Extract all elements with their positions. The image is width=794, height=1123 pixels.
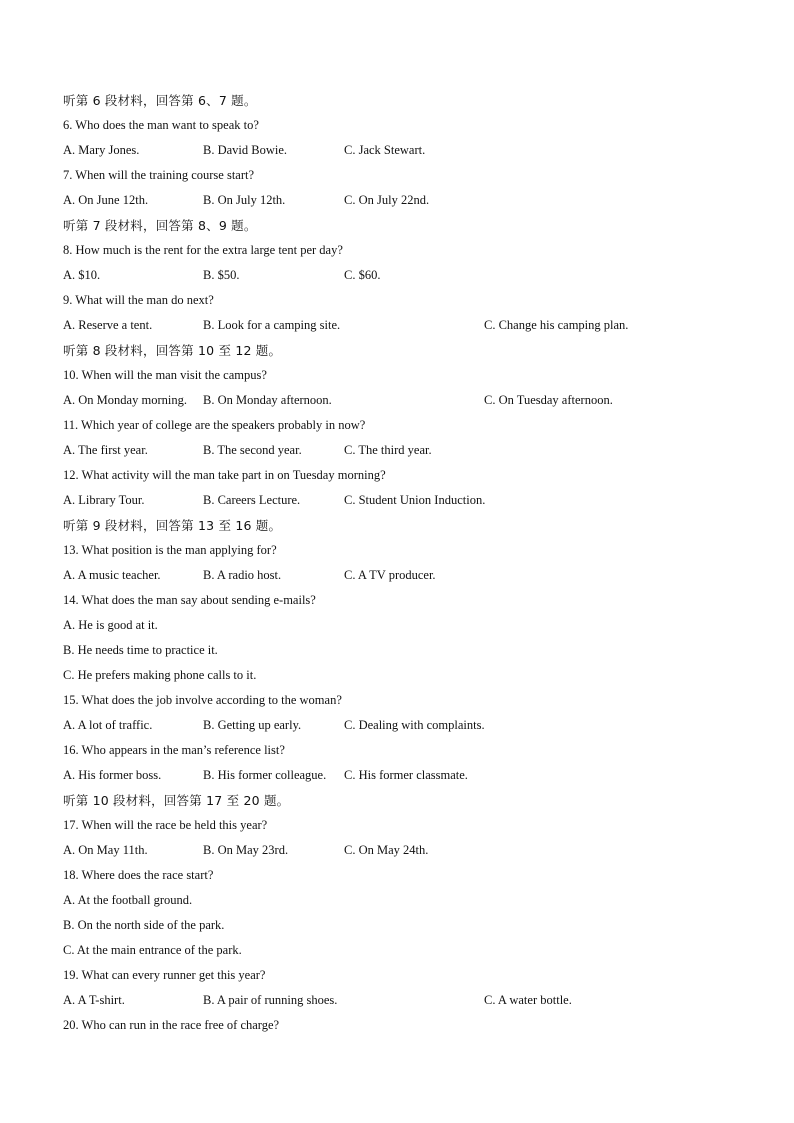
option-a: A. Mary Jones. <box>63 143 140 157</box>
option-c: C. At the main entrance of the park. <box>63 943 242 957</box>
option-b: B. On July 12th. <box>203 193 286 207</box>
option-a-line <box>63 613 743 638</box>
option-c: C. Jack Stewart. <box>344 143 426 157</box>
option-c: C. On May 24th. <box>344 843 429 857</box>
question-text: 20. Who can run in the race free of charge? <box>63 1018 280 1032</box>
section-heading <box>63 88 743 113</box>
option-a: A. Library Tour. <box>63 493 145 507</box>
options-10 <box>63 388 743 413</box>
question-11 <box>63 413 743 438</box>
question-text: 11. Which year of college are the speakers probably in now? <box>63 418 366 432</box>
option-a: A. Reserve a tent. <box>63 318 153 332</box>
question-6 <box>63 113 743 138</box>
option-b: B. On Monday afternoon. <box>203 393 332 407</box>
section-heading <box>63 213 743 238</box>
question-text: 8. How much is the rent for the extra large tent per day? <box>63 243 343 257</box>
option-c: C. A water bottle. <box>484 993 572 1007</box>
question-text: 7. When will the training course start? <box>63 168 255 182</box>
options-11 <box>63 438 743 463</box>
option-c: C. Dealing with complaints. <box>344 718 485 732</box>
options-17 <box>63 838 743 863</box>
option-a: A. At the football ground. <box>63 893 193 907</box>
option-c: C. Student Union Induction. <box>344 493 486 507</box>
option-c: C. A TV producer. <box>344 568 436 582</box>
option-c: C. His former classmate. <box>344 768 468 782</box>
option-a: A. On Monday morning. <box>63 393 187 407</box>
option-b: B. His former colleague. <box>203 768 327 782</box>
question-20 <box>63 1013 743 1038</box>
options-15 <box>63 713 743 738</box>
option-a: A. $10. <box>63 268 101 282</box>
question-text: 16. Who appears in the man’s reference list? <box>63 743 285 757</box>
option-b: B. On May 23rd. <box>203 843 289 857</box>
option-a: A. The first year. <box>63 443 148 457</box>
options-16 <box>63 763 743 788</box>
options-6 <box>63 138 743 163</box>
option-c: C. He prefers making phone calls to it. <box>63 668 257 682</box>
option-b: B. Careers Lecture. <box>203 493 301 507</box>
option-a: A. His former boss. <box>63 768 162 782</box>
option-c: C. $60. <box>344 268 381 282</box>
section-heading <box>63 788 743 813</box>
option-a: A. A T-shirt. <box>63 993 125 1007</box>
section-instruction: 听第 7 段材料，回答第 8、9 题。 <box>63 218 257 233</box>
question-19 <box>63 963 743 988</box>
question-text: 13. What position is the man applying for? <box>63 543 277 557</box>
options-7 <box>63 188 743 213</box>
question-7 <box>63 163 743 188</box>
question-text: 15. What does the job involve according to the woman? <box>63 693 342 707</box>
option-a: A. On May 11th. <box>63 843 148 857</box>
option-b-line <box>63 913 743 938</box>
question-12 <box>63 463 743 488</box>
question-text: 10. When will the man visit the campus? <box>63 368 267 382</box>
option-b: B. A pair of running shoes. <box>203 993 338 1007</box>
options-8 <box>63 263 743 288</box>
option-a: A. A lot of traffic. <box>63 718 153 732</box>
question-14 <box>63 588 743 613</box>
options-12 <box>63 488 743 513</box>
question-10 <box>63 363 743 388</box>
question-text: 6. Who does the man want to speak to? <box>63 118 259 132</box>
question-17 <box>63 813 743 838</box>
question-text: 17. When will the race be held this year? <box>63 818 268 832</box>
question-15 <box>63 688 743 713</box>
options-19 <box>63 988 743 1013</box>
option-b: B. On the north side of the park. <box>63 918 225 932</box>
question-text: 19. What can every runner get this year? <box>63 968 266 982</box>
question-text: 18. Where does the race start? <box>63 868 214 882</box>
section-instruction: 听第 8 段材料，回答第 10 至 12 题。 <box>63 343 282 358</box>
options-13 <box>63 563 743 588</box>
option-c-line <box>63 938 743 963</box>
option-b: B. A radio host. <box>203 568 282 582</box>
option-a-line <box>63 888 743 913</box>
section-heading <box>63 513 743 538</box>
option-b: B. He needs time to practice it. <box>63 643 218 657</box>
section-instruction: 听第 6 段材料，回答第 6、7 题。 <box>63 93 257 108</box>
options-9 <box>63 313 743 338</box>
section-heading <box>63 338 743 363</box>
question-text: 12. What activity will the man take part in on Tuesday morning? <box>63 468 386 482</box>
option-b: B. Look for a camping site. <box>203 318 341 332</box>
section-instruction: 听第 9 段材料，回答第 13 至 16 题。 <box>63 518 282 533</box>
option-c: C. The third year. <box>344 443 432 457</box>
option-b: B. The second year. <box>203 443 302 457</box>
option-b-line <box>63 638 743 663</box>
section-instruction: 听第 10 段材料，回答第 17 至 20 题。 <box>63 793 290 808</box>
question-16 <box>63 738 743 763</box>
question-text: 14. What does the man say about sending e-mails? <box>63 593 316 607</box>
question-9 <box>63 288 743 313</box>
question-8 <box>63 238 743 263</box>
question-13 <box>63 538 743 563</box>
option-b: B. Getting up early. <box>203 718 302 732</box>
document-page <box>63 88 743 1038</box>
option-b: B. $50. <box>203 268 240 282</box>
option-c-line <box>63 663 743 688</box>
option-a: A. A music teacher. <box>63 568 161 582</box>
option-c: C. Change his camping plan. <box>484 318 629 332</box>
option-a: A. He is good at it. <box>63 618 158 632</box>
option-b: B. David Bowie. <box>203 143 288 157</box>
option-c: C. On July 22nd. <box>344 193 430 207</box>
question-18 <box>63 863 743 888</box>
option-c: C. On Tuesday afternoon. <box>484 393 613 407</box>
option-a: A. On June 12th. <box>63 193 149 207</box>
question-text: 9. What will the man do next? <box>63 293 214 307</box>
